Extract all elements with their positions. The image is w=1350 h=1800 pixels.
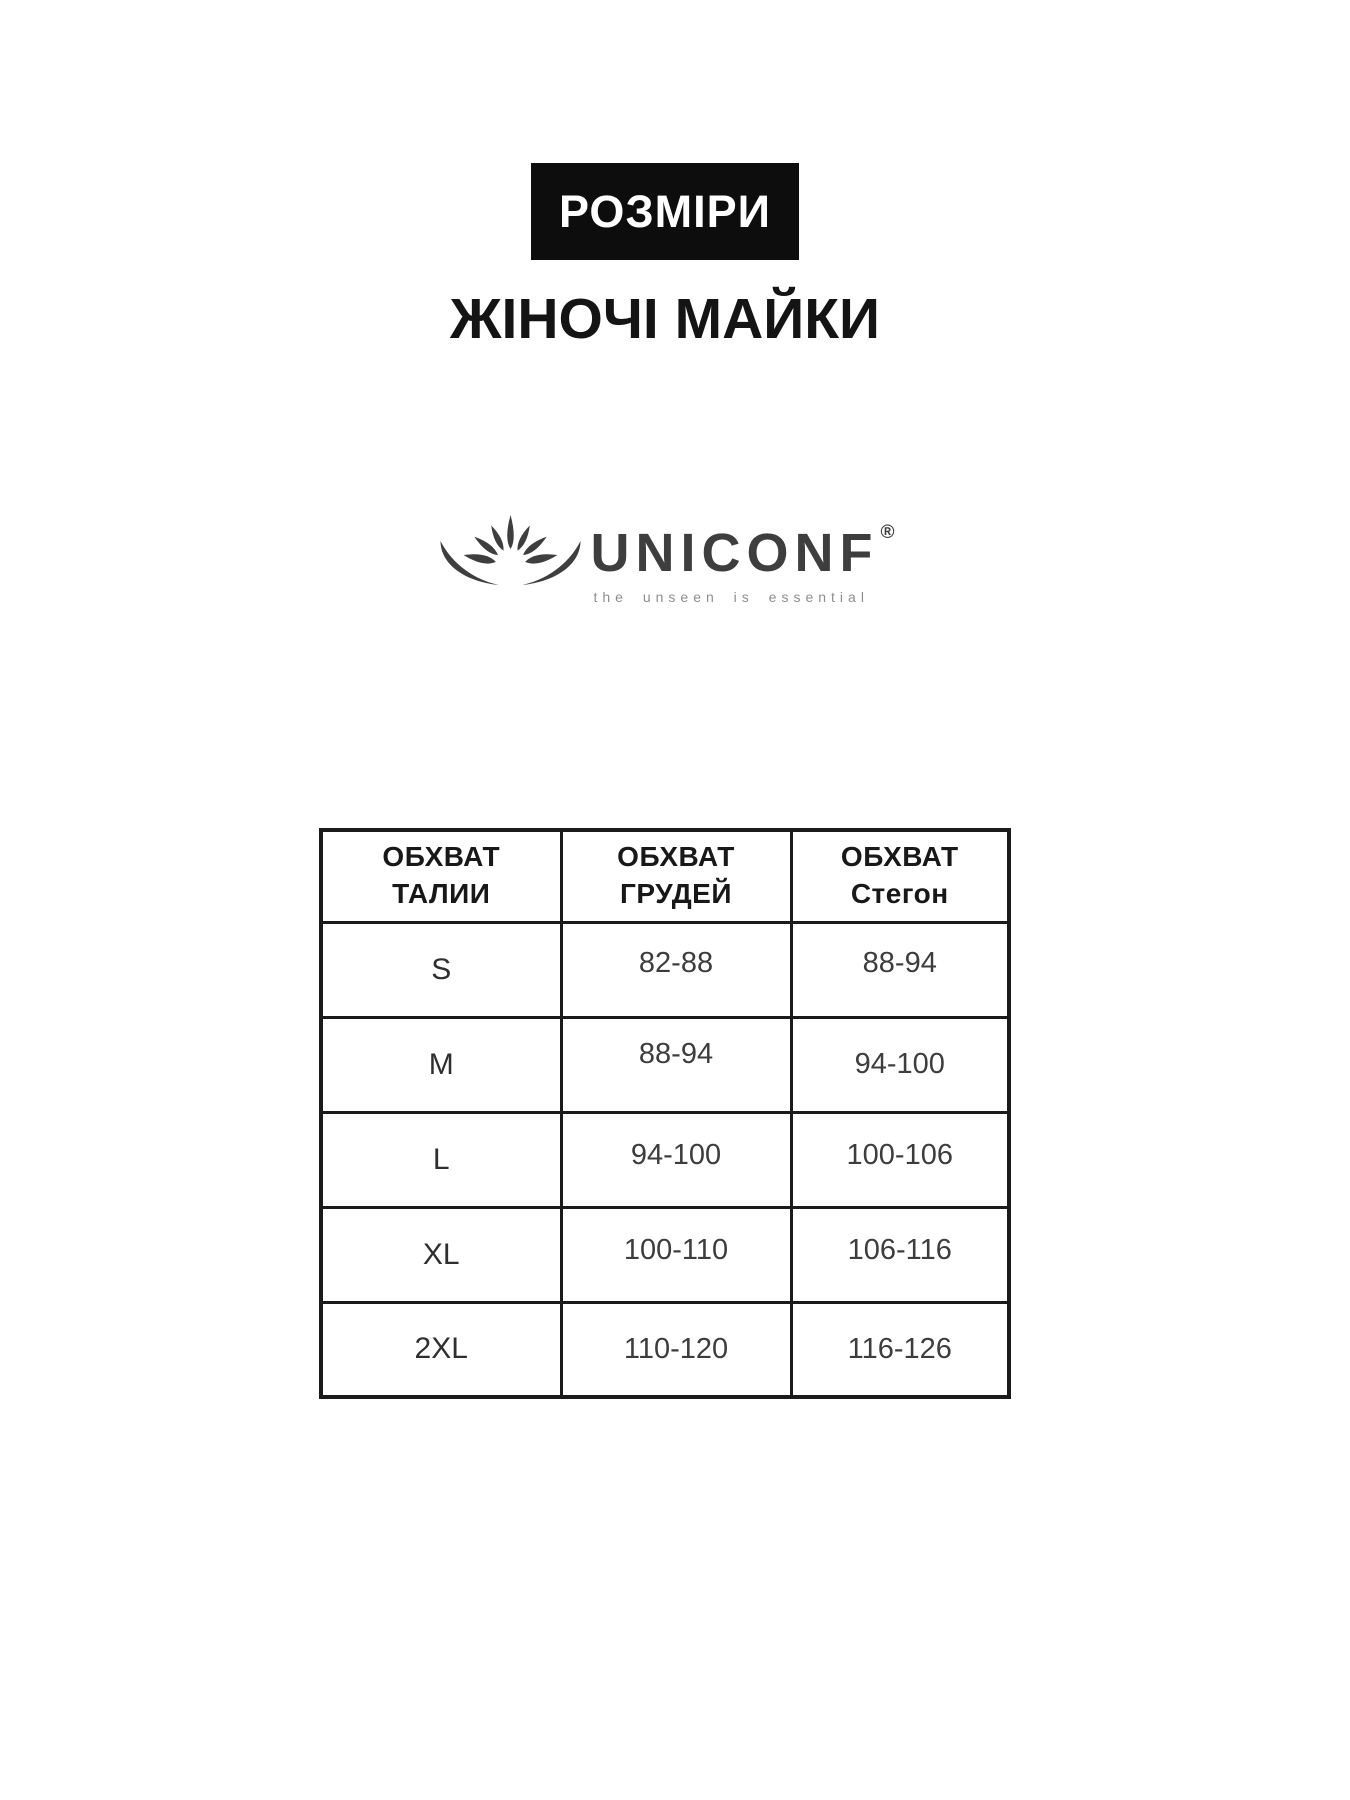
- column-header-hips-line1: ОБХВАТ: [840, 841, 959, 873]
- brand-name-label: UNICONF: [590, 523, 879, 583]
- table-row-xl: [321, 1207, 1009, 1302]
- chest-range-cell: 82-88: [561, 922, 791, 1017]
- table-row-m: [321, 1017, 1009, 1112]
- chest-range-cell: 94-100: [561, 1112, 791, 1207]
- table-row-s: [321, 922, 1009, 1017]
- size-badge-label: РОЗМІРИ: [559, 185, 771, 237]
- column-header-chest-line2: ГРУДЕЙ: [620, 878, 732, 910]
- hips-range-cell: 94-100: [791, 1017, 1009, 1112]
- size-cell: S: [321, 922, 561, 1017]
- chest-range-cell: 100-110: [561, 1207, 791, 1302]
- brand-logo: [436, 505, 895, 605]
- brand-name: [590, 522, 895, 583]
- column-header-hips-line2: Стегон: [850, 878, 949, 910]
- size-badge: [531, 163, 799, 260]
- hips-range-cell: 106-116: [791, 1207, 1009, 1302]
- hips-range-cell: 100-106: [791, 1112, 1009, 1207]
- brand-logo-text: [591, 505, 895, 605]
- brand-tagline: the unseen is essential: [593, 589, 869, 605]
- column-header-hips: [791, 830, 1009, 922]
- column-header-waist: [321, 830, 561, 922]
- chest-range-cell: 110-120: [561, 1302, 791, 1397]
- chest-range-cell: 88-94: [561, 1017, 791, 1112]
- column-header-chest-line1: ОБХВАТ: [617, 841, 735, 873]
- table-row-2xl: [321, 1302, 1009, 1397]
- table-row-l: [321, 1112, 1009, 1207]
- size-cell: M: [321, 1017, 561, 1112]
- column-header-waist-line1: ОБХВАТ: [382, 841, 501, 873]
- size-table: [319, 828, 1011, 1399]
- lotus-flower-icon: [436, 507, 586, 587]
- category-title: ЖІНОЧІ МАЙКИ: [450, 287, 880, 351]
- hips-range-cell: 88-94: [791, 922, 1009, 1017]
- size-cell: L: [321, 1112, 561, 1207]
- column-header-waist-line2: ТАЛИИ: [392, 878, 491, 910]
- column-header-chest: [561, 830, 791, 922]
- header-row: [321, 830, 1009, 922]
- size-cell: XL: [321, 1207, 561, 1302]
- size-cell: 2XL: [321, 1302, 561, 1397]
- registered-trademark-symbol: ®: [880, 522, 895, 543]
- hips-range-cell: 116-126: [791, 1302, 1009, 1397]
